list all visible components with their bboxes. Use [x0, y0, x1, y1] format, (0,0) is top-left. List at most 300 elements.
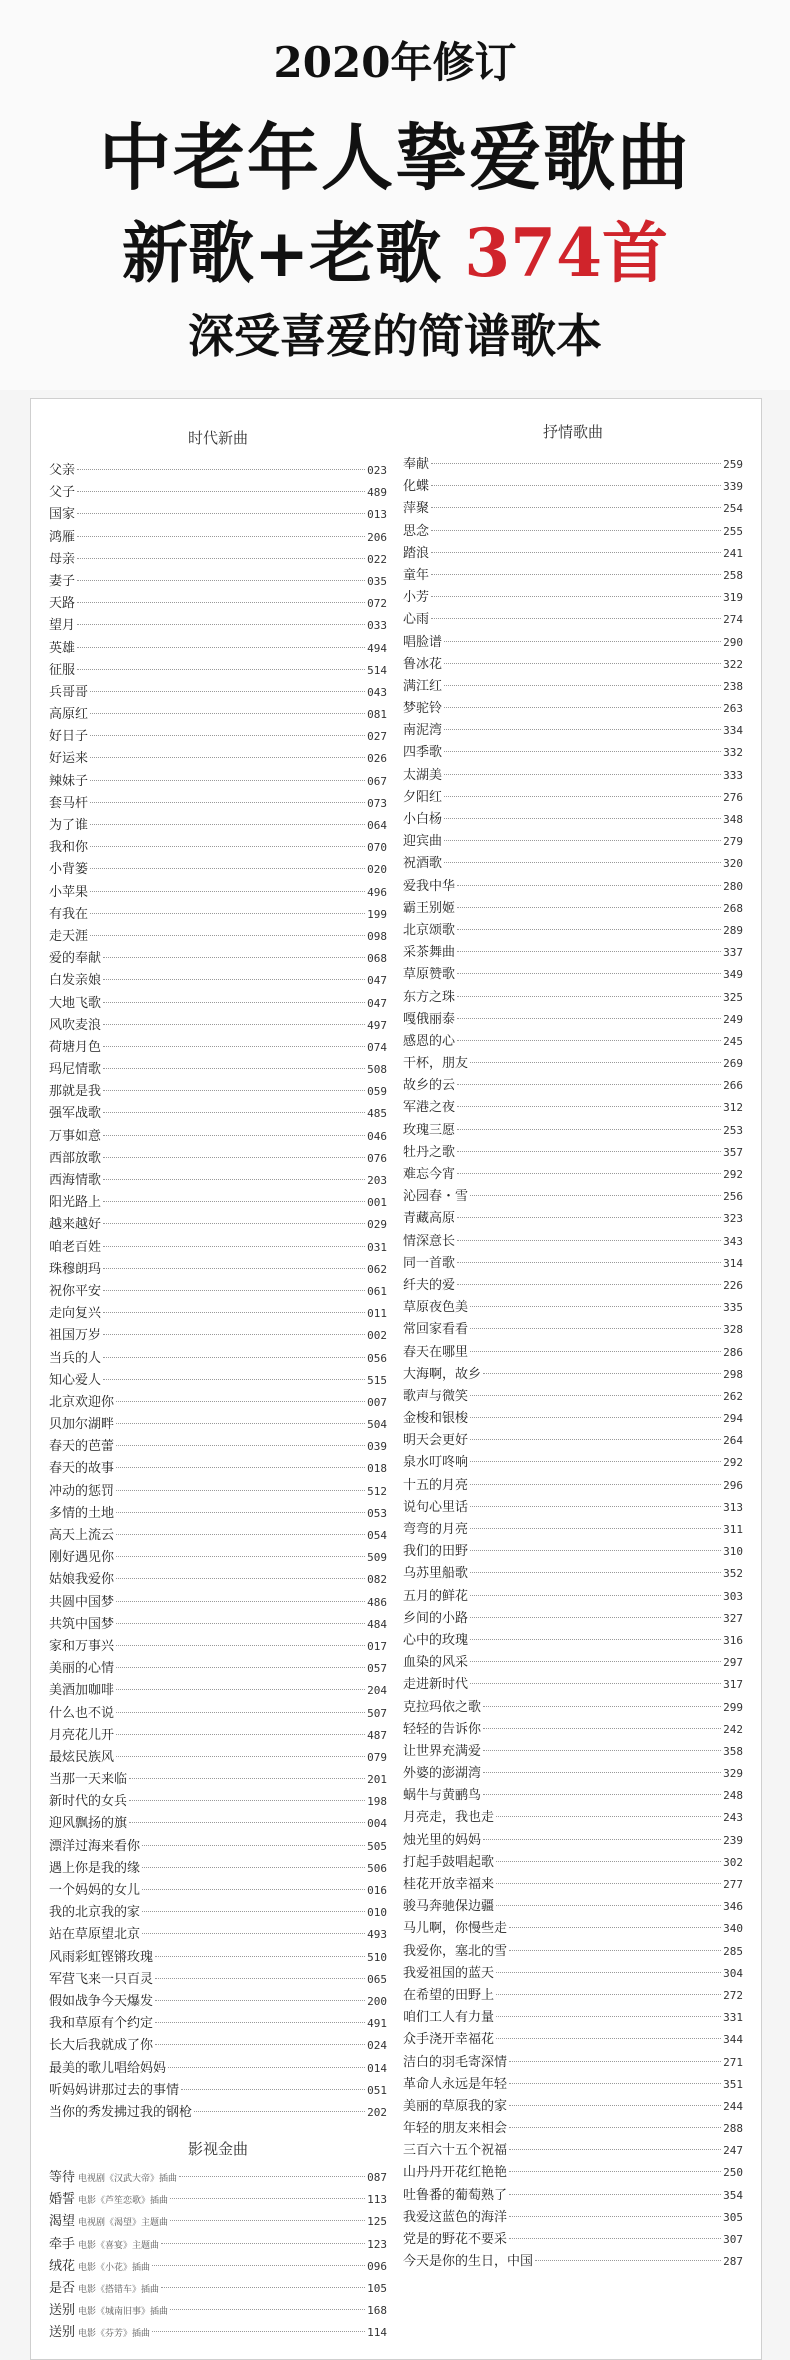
- song-title: 爱我中华: [403, 878, 456, 894]
- dot-leader: [483, 1706, 721, 1707]
- song-title: 婚誓: [49, 2192, 76, 2208]
- song-title: 五月的鲜花: [403, 1588, 469, 1604]
- dot-leader: [444, 751, 721, 752]
- page-number: 271: [723, 2055, 743, 2069]
- dot-leader: [444, 641, 721, 642]
- page-number: 280: [723, 879, 743, 893]
- song-title: 明天会更好: [403, 1433, 469, 1449]
- dot-leader: [509, 2061, 721, 2062]
- dot-leader: [103, 1290, 365, 1291]
- toc-row: [403, 2162, 743, 2184]
- page-number: 204: [367, 1684, 387, 1698]
- dot-leader: [170, 2220, 365, 2221]
- toc-row: [49, 660, 387, 682]
- page-number: 294: [723, 1412, 743, 1426]
- page-number: 241: [723, 546, 743, 560]
- song-title: 送别: [49, 2303, 76, 2319]
- toc-row: [403, 1941, 743, 1963]
- toc-row: [403, 1053, 743, 1075]
- dot-leader: [470, 1572, 721, 1573]
- toc-row: [403, 587, 743, 609]
- song-title: 贝加尔湖畔: [49, 1417, 115, 1433]
- dot-leader: [116, 1601, 365, 1602]
- song-title: 父子: [49, 485, 76, 501]
- dot-leader: [155, 1956, 365, 1957]
- dot-leader: [483, 1373, 721, 1374]
- toc-row: [403, 1608, 743, 1630]
- page-number: 072: [367, 597, 387, 611]
- dot-leader: [457, 1040, 721, 1041]
- dot-leader: [444, 729, 721, 730]
- page-number: 064: [367, 819, 387, 832]
- toc-row: [403, 2185, 743, 2207]
- dot-leader: [90, 691, 365, 692]
- song-title: 听妈妈讲那过去的事情: [49, 2082, 180, 2098]
- song-title: 月亮走，我也走: [403, 1810, 495, 1826]
- toc-row: [403, 1120, 743, 1142]
- page-number: 024: [367, 2039, 387, 2053]
- toc-row: [403, 676, 743, 698]
- song-title: 南泥湾: [403, 723, 443, 739]
- song-title: 姑娘我爱你: [49, 1572, 115, 1588]
- dot-leader: [483, 1839, 721, 1840]
- song-title: 迎宾曲: [403, 834, 443, 850]
- song-title: 国家: [49, 507, 76, 523]
- toc-row: [49, 615, 387, 637]
- toc-row: [49, 1769, 387, 1791]
- song-title: 克拉玛依之歌: [403, 1699, 482, 1715]
- toc-row: [403, 2118, 743, 2140]
- toc-row: [49, 1592, 387, 1614]
- song-note: 电影《城南旧事》插曲: [78, 2307, 169, 2318]
- toc-row: [49, 882, 387, 904]
- toc-row: [403, 1164, 743, 1186]
- dot-leader: [444, 685, 721, 686]
- toc-row: [49, 2189, 387, 2211]
- dot-leader: [496, 1905, 721, 1906]
- song-title: 长大后我就成了你: [49, 2038, 154, 2054]
- dot-leader: [457, 1084, 721, 1085]
- song-title: 霸王别姬: [403, 900, 456, 916]
- dot-leader: [77, 513, 365, 514]
- song-title: 望月: [49, 618, 76, 634]
- page-number: 322: [723, 657, 743, 671]
- song-title: 蜗牛与黄鹂鸟: [403, 1788, 482, 1804]
- page-number: 332: [723, 746, 743, 760]
- song-title: 漂洋过海来看你: [49, 1838, 141, 1854]
- dot-leader: [90, 735, 365, 736]
- song-title: 美酒加咖啡: [49, 1683, 115, 1699]
- song-note: 电影《搭错车》插曲: [78, 2285, 160, 2295]
- song-title: 阳光路上: [49, 1195, 102, 1211]
- song-title: 在希望的田野上: [403, 1987, 495, 2003]
- song-title: 难忘今宵: [403, 1167, 456, 1182]
- dot-leader: [457, 1106, 721, 1107]
- dot-leader: [90, 757, 365, 758]
- toc-row: [403, 1785, 743, 1807]
- song-title: 牡丹之歌: [403, 1144, 456, 1160]
- dot-leader: [181, 2089, 365, 2090]
- page-number: 070: [367, 841, 387, 855]
- song-title: 春天的芭蕾: [49, 1439, 115, 1455]
- song-title: 祝酒歌: [403, 856, 443, 872]
- toc-row: [403, 1342, 743, 1364]
- dot-leader: [155, 1978, 365, 1979]
- dot-leader: [457, 973, 721, 974]
- toc-row: [49, 1303, 387, 1325]
- toc-row: [49, 1924, 387, 1946]
- dot-leader: [116, 1578, 365, 1579]
- song-title: 我和你: [49, 840, 89, 856]
- song-title: 踏浪: [403, 545, 430, 561]
- dot-leader: [444, 796, 721, 797]
- page-number: 486: [367, 1595, 387, 1609]
- page-number: 022: [367, 552, 387, 566]
- song-title: 乡间的小路: [403, 1610, 469, 1626]
- page-number: 054: [367, 1529, 387, 1542]
- toc-row: [403, 720, 743, 742]
- toc-row: [403, 1297, 743, 1319]
- song-title: 党是的野花不要采: [403, 2232, 508, 2247]
- toc-row: [403, 2229, 743, 2251]
- song-title: 同一首歌: [403, 1255, 456, 1271]
- dot-leader: [431, 507, 721, 508]
- toc-row: [403, 1097, 743, 1119]
- song-title: 西部放歌: [49, 1150, 102, 1166]
- page-number: 199: [367, 907, 387, 921]
- toc-row: [49, 2234, 387, 2256]
- page-number: 327: [723, 1611, 743, 1625]
- page-number: 254: [723, 502, 743, 516]
- song-title: 打起手鼓唱起歌: [403, 1854, 495, 1870]
- page-number: 288: [723, 2122, 743, 2136]
- toc-row: [403, 2029, 743, 2051]
- edition-year: 2020年修订: [273, 38, 517, 87]
- dot-leader: [431, 485, 721, 486]
- toc-row: [403, 1186, 743, 1208]
- page-number: 334: [723, 724, 743, 738]
- page-number: 343: [723, 1234, 743, 1248]
- toc-row: [49, 1015, 387, 1037]
- lyrical-songs-list: [403, 454, 743, 2273]
- dot-leader: [90, 913, 365, 914]
- page-number: 286: [723, 1345, 743, 1359]
- song-title: 送别: [49, 2325, 76, 2341]
- toc-row: [403, 565, 743, 587]
- toc-row: [403, 1830, 743, 1852]
- toc-row: [49, 2322, 387, 2344]
- dot-leader: [103, 1268, 365, 1269]
- dot-leader: [457, 1217, 721, 1218]
- toc-row: [49, 1059, 387, 1081]
- page-number: 113: [367, 2193, 387, 2207]
- song-title: 军港之夜: [403, 1100, 456, 1116]
- page-number: 335: [723, 1301, 743, 1315]
- dot-leader: [470, 1484, 721, 1485]
- song-title: 沁园春・雪: [403, 1189, 469, 1205]
- song-title: 感恩的心: [403, 1033, 456, 1049]
- toc-row: [49, 1192, 387, 1214]
- page-number: 297: [723, 1656, 743, 1670]
- toc-row: [49, 1348, 387, 1370]
- toc-row: [403, 1452, 743, 1474]
- song-title: 爱的奉献: [49, 951, 102, 967]
- dot-leader: [470, 1639, 721, 1640]
- song-title: 纤夫的爱: [403, 1277, 456, 1293]
- toc-row: [49, 815, 387, 837]
- page-number: 202: [367, 2105, 387, 2119]
- dot-leader: [470, 1661, 721, 1662]
- song-title: 小苹果: [49, 884, 89, 900]
- page-number: 325: [723, 990, 743, 1004]
- page-number: 320: [723, 857, 743, 871]
- song-title: 青藏高原: [403, 1211, 456, 1227]
- dot-leader: [470, 1306, 721, 1307]
- dot-leader: [103, 1312, 365, 1313]
- toc-row: [403, 920, 743, 942]
- song-title: 众手浇开幸福花: [403, 2032, 495, 2048]
- toc-row: [49, 1836, 387, 1858]
- page-number: 305: [723, 2210, 743, 2224]
- toc-row: [49, 482, 387, 504]
- page-number: 259: [723, 458, 743, 471]
- page-number: 016: [367, 1884, 387, 1897]
- toc-row: [403, 1586, 743, 1608]
- toc-row: [403, 1009, 743, 1031]
- song-title: 珠穆朗玛: [49, 1261, 102, 1277]
- toc-row: [403, 498, 743, 520]
- dot-leader: [90, 935, 365, 936]
- toc-row: [49, 793, 387, 815]
- page-number: 074: [367, 1040, 387, 1054]
- song-title: 家和万事兴: [49, 1638, 115, 1654]
- dot-leader: [116, 1401, 365, 1402]
- page-number: 310: [723, 1545, 743, 1559]
- toc-row: [403, 1541, 743, 1563]
- toc-row: [403, 853, 743, 875]
- page-number: 274: [723, 613, 743, 627]
- dot-leader: [457, 1240, 721, 1241]
- page-number: 226: [723, 1278, 743, 1292]
- toc-row: [403, 1963, 743, 1985]
- song-title: 我们的田野: [403, 1544, 469, 1560]
- dot-leader: [142, 1867, 365, 1868]
- book-tagline: 深受喜爱的简谱歌本: [188, 309, 602, 363]
- toc-row: [403, 1719, 743, 1741]
- toc-row: [49, 726, 387, 748]
- song-title: 山丹丹开花红艳艳: [403, 2165, 508, 2181]
- dot-leader: [116, 1689, 365, 1690]
- page-number: 001: [367, 1196, 387, 1210]
- song-title: 最炫民族风: [49, 1749, 115, 1765]
- toc-row: [49, 1947, 387, 1969]
- page-number: 039: [367, 1440, 387, 1454]
- song-title: 心中的玫瑰: [403, 1632, 469, 1648]
- page-number: 307: [723, 2233, 743, 2246]
- dot-leader: [509, 1950, 721, 1951]
- toc-row: [49, 926, 387, 948]
- toc-row: [403, 1430, 743, 1452]
- page-number: 515: [367, 1373, 387, 1387]
- song-title: 童年: [403, 567, 430, 583]
- toc-row: [49, 1902, 387, 1924]
- toc-row: [403, 2007, 743, 2029]
- song-title: 一个妈妈的女儿: [49, 1883, 141, 1898]
- toc-row: [49, 2080, 387, 2102]
- page-number: 264: [723, 1434, 743, 1448]
- song-title: 西海情歌: [49, 1173, 102, 1188]
- song-title: 最美的歌儿唱给妈妈: [49, 2060, 167, 2076]
- page-number: 079: [367, 1750, 387, 1764]
- toc-row: [49, 1880, 387, 1902]
- toc-row: [49, 704, 387, 726]
- page-number: 256: [723, 1190, 743, 1204]
- toc-row: [403, 1985, 743, 2007]
- dot-leader: [116, 1667, 365, 1668]
- toc-row: [403, 787, 743, 809]
- song-title: 遇上你是我的缘: [49, 1860, 141, 1876]
- dot-leader: [431, 552, 721, 553]
- song-title: 高天上流云: [49, 1528, 115, 1543]
- dot-leader: [116, 1534, 365, 1535]
- song-title: 乌苏里船歌: [403, 1566, 469, 1582]
- page-number: 033: [367, 619, 387, 633]
- dot-leader: [444, 774, 721, 775]
- toc-row: [49, 948, 387, 970]
- dot-leader: [444, 818, 721, 819]
- dot-leader: [444, 840, 721, 841]
- page-number: 017: [367, 1639, 387, 1653]
- song-title: 高原红: [49, 707, 89, 723]
- dot-leader: [470, 1617, 721, 1618]
- dot-leader: [103, 1357, 365, 1358]
- song-title: 歌声与微笑: [403, 1388, 469, 1404]
- song-title: 好运来: [49, 751, 89, 767]
- toc-row: [403, 1763, 743, 1785]
- toc-row: [49, 1436, 387, 1458]
- song-title: 十五的月亮: [403, 1477, 469, 1493]
- page-number: 046: [367, 1129, 387, 1143]
- page-number: 316: [723, 1633, 743, 1647]
- song-title: 白发亲娘: [49, 973, 102, 989]
- page-number: 339: [723, 480, 743, 494]
- toc-row: [49, 1991, 387, 2013]
- dot-leader: [142, 1845, 365, 1846]
- toc-row: [403, 632, 743, 654]
- page-number: 508: [367, 1063, 387, 1077]
- toc-row: [49, 1747, 387, 1769]
- page-number: 248: [723, 1789, 743, 1803]
- page-number: 250: [723, 2166, 743, 2180]
- dot-leader: [457, 996, 721, 997]
- toc-row: [403, 742, 743, 764]
- dot-leader: [431, 596, 721, 597]
- film-songs-list: [49, 2167, 387, 2345]
- page-number: 007: [367, 1395, 387, 1409]
- toc-row: [49, 1414, 387, 1436]
- dot-leader: [444, 663, 721, 664]
- dot-leader: [431, 463, 721, 464]
- toc-row: [49, 859, 387, 881]
- page-number: 323: [723, 1212, 743, 1226]
- page-number: 349: [723, 968, 743, 982]
- song-title: 思念: [403, 523, 430, 539]
- dot-leader: [496, 1972, 721, 1973]
- toc-row: [49, 1813, 387, 1835]
- page-number: 354: [723, 2188, 743, 2202]
- song-title: 采茶舞曲: [403, 945, 456, 961]
- song-title: 风雨彩虹铿锵玫瑰: [49, 1949, 154, 1965]
- song-title: 故乡的云: [403, 1078, 456, 1094]
- toc-row: [403, 1031, 743, 1053]
- dot-leader: [470, 1506, 721, 1507]
- toc-row: [49, 2167, 387, 2189]
- page-number: 312: [723, 1101, 743, 1115]
- toc-row: [403, 654, 743, 676]
- toc-row: [403, 964, 743, 986]
- page-number: 067: [367, 774, 387, 788]
- page-number: 096: [367, 2259, 387, 2273]
- dot-leader: [142, 1911, 365, 1912]
- dot-leader: [509, 2149, 721, 2150]
- page-number: 290: [723, 635, 743, 649]
- song-title: 心雨: [403, 612, 430, 628]
- page-number: 206: [367, 530, 387, 544]
- page-number: 011: [367, 1307, 387, 1321]
- page-number: 263: [723, 702, 743, 716]
- song-title: 三百六十五个祝福: [403, 2143, 508, 2159]
- song-title: 满江红: [403, 678, 443, 694]
- song-title: 常回家看看: [403, 1322, 469, 1338]
- contents-panel: [30, 398, 762, 2360]
- page-number: 245: [723, 1034, 743, 1048]
- toc-row: [403, 1075, 743, 1097]
- song-title: 小芳: [403, 590, 430, 606]
- page-number: 035: [367, 574, 387, 588]
- page-number: 105: [367, 2282, 387, 2295]
- page-number: 510: [367, 1950, 387, 1964]
- song-title: 渴望: [49, 2214, 76, 2230]
- page-number: 027: [367, 730, 387, 744]
- dot-leader: [116, 1512, 365, 1513]
- song-title: 月亮花儿开: [49, 1727, 115, 1743]
- song-count: 374首: [464, 214, 669, 292]
- dot-leader: [496, 1883, 721, 1884]
- song-title: 咱老百姓: [49, 1239, 102, 1255]
- toc-row: [403, 1319, 743, 1341]
- dot-leader: [116, 1467, 365, 1468]
- page-number: 298: [723, 1367, 743, 1381]
- page-number: 059: [367, 1085, 387, 1099]
- page-number: 319: [723, 591, 743, 605]
- song-title: 兵哥哥: [49, 684, 89, 700]
- page-number: 514: [367, 663, 387, 677]
- toc-row: [49, 1281, 387, 1303]
- song-title: 太湖美: [403, 767, 443, 783]
- dot-leader: [77, 469, 365, 470]
- dot-leader: [90, 846, 365, 847]
- toc-row: [49, 1503, 387, 1525]
- song-title: 干杯，朋友: [403, 1056, 469, 1072]
- page-number: 057: [367, 1662, 387, 1676]
- dot-leader: [444, 707, 721, 708]
- dot-leader: [155, 2022, 365, 2023]
- song-title: 当你的秀发拂过我的钢枪: [49, 2104, 193, 2120]
- toc-row: [403, 1231, 743, 1253]
- song-title: 共筑中国梦: [49, 1616, 115, 1632]
- song-title: 年轻的朋友来相会: [403, 2121, 508, 2137]
- dot-leader: [457, 1018, 721, 1019]
